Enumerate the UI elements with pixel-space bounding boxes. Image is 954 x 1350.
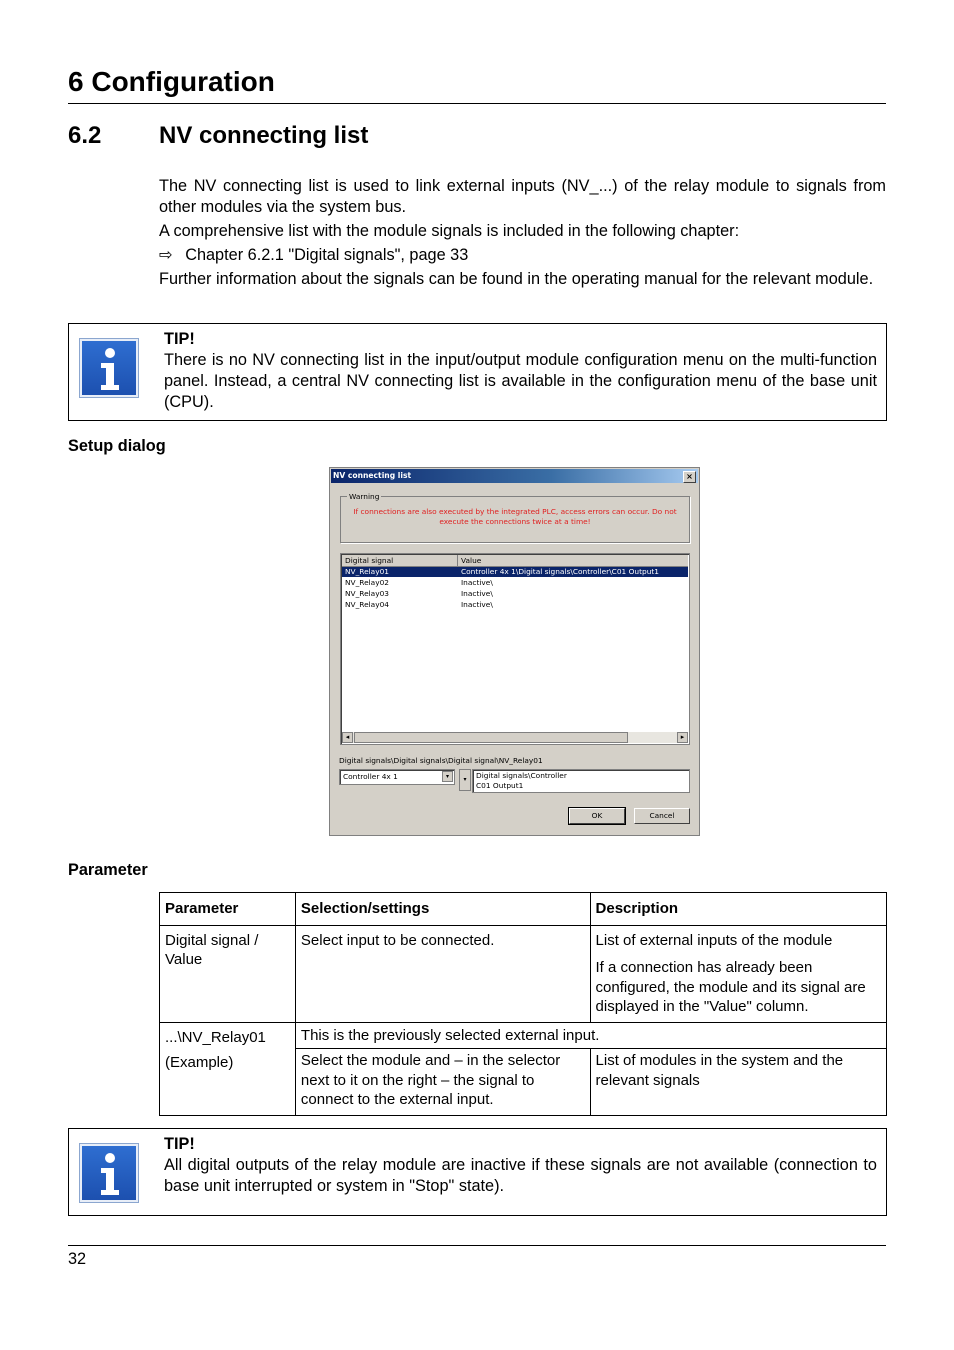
row-value: Inactive\ bbox=[461, 589, 493, 598]
selected-path: Digital signals\Digital signals\Digital signal\NV_Relay01 bbox=[339, 756, 543, 765]
tip-text-1 bbox=[164, 329, 877, 413]
cell-description bbox=[590, 925, 886, 1022]
chapter-reference-link[interactable]: Chapter 6.2.1 "Digital signals", page 33 bbox=[185, 246, 469, 264]
header-parameter: Parameter bbox=[160, 893, 296, 926]
module-select[interactable] bbox=[339, 769, 455, 785]
list-row[interactable] bbox=[342, 578, 688, 588]
setup-dialog-heading: Setup dialog bbox=[68, 437, 166, 455]
dialog-titlebar bbox=[331, 469, 698, 483]
list-row[interactable] bbox=[342, 589, 688, 599]
description-line: If a connection has already been configured, the module and its signal are displayed in the "Value" column. bbox=[595, 959, 866, 1015]
cell-span: This is the previously selected external input. bbox=[295, 1022, 886, 1049]
row-signal: NV_Relay03 bbox=[345, 589, 389, 598]
table-header-row bbox=[160, 893, 887, 926]
list-row[interactable] bbox=[342, 600, 688, 610]
tip-label: TIP! bbox=[164, 1135, 195, 1153]
parameter-heading: Parameter bbox=[68, 861, 148, 879]
cell-parameter bbox=[160, 1022, 296, 1115]
arrow-right-icon: ⇨ bbox=[159, 246, 173, 264]
signal-list[interactable] bbox=[340, 553, 690, 745]
intro-paragraph-3: Further information about the signals can be found in the operating manual for the relevant module. bbox=[159, 270, 874, 288]
section-number: 6.2 bbox=[68, 122, 102, 149]
intro-paragraph-2: A comprehensive list with the module signals is included in the following chapter: bbox=[159, 222, 740, 240]
tip-box-1 bbox=[68, 323, 887, 421]
list-header bbox=[342, 555, 688, 567]
parameter-path: ...\NV_Relay01 bbox=[165, 1028, 266, 1046]
signal-selector-button[interactable]: ▾ bbox=[459, 769, 471, 791]
header-selection: Selection/settings bbox=[295, 893, 590, 926]
intro-paragraph-1: The NV connecting list is used to link external inputs (NV_...) of the relay module to signals from other modules via the system bus. bbox=[159, 177, 886, 216]
module-select-value: Controller 4x 1 bbox=[343, 772, 398, 781]
parameter-table bbox=[159, 892, 887, 1116]
column-header-value[interactable]: Value bbox=[461, 556, 482, 565]
tip-box-2 bbox=[68, 1128, 887, 1216]
chapter-rule bbox=[68, 103, 886, 104]
row-value: Controller 4x 1\Digital signals\Controller\C01 Output1 bbox=[461, 567, 659, 576]
chapter-title: 6 Configuration bbox=[68, 66, 275, 97]
column-header-signal[interactable]: Digital signal bbox=[345, 556, 394, 565]
row-signal: NV_Relay02 bbox=[345, 578, 389, 587]
tip-body: There is no NV connecting list in the input/output module configuration menu on the multi-function panel. Instead, a central NV connecting list is available in the configuration menu of the base unit (CPU). bbox=[164, 351, 877, 411]
info-icon bbox=[79, 1143, 139, 1203]
info-icon bbox=[79, 338, 139, 398]
row-value: Inactive\ bbox=[461, 600, 493, 609]
cell-description: List of modules in the system and the relevant signals bbox=[590, 1049, 886, 1116]
cell-parameter: Digital signal / Value bbox=[160, 925, 296, 1022]
footer-rule bbox=[68, 1245, 886, 1246]
warning-label: Warning bbox=[349, 492, 380, 501]
signal-line-1: Digital signals\Controller bbox=[476, 771, 567, 780]
scroll-thumb[interactable] bbox=[354, 732, 628, 743]
section-title: NV connecting list bbox=[159, 122, 369, 149]
tip-text-2 bbox=[164, 1134, 877, 1197]
dialog-title: NV connecting list bbox=[333, 471, 412, 480]
description-line: List of external inputs of the module bbox=[595, 931, 833, 949]
list-row[interactable] bbox=[342, 567, 688, 577]
ok-button[interactable]: OK bbox=[569, 808, 625, 824]
row-value: Inactive\ bbox=[461, 578, 493, 587]
scroll-left-icon[interactable]: ◂ bbox=[342, 732, 353, 743]
row-signal: NV_Relay04 bbox=[345, 600, 389, 609]
signal-line-2: C01 Output1 bbox=[476, 781, 524, 790]
close-icon[interactable]: × bbox=[683, 471, 696, 483]
cell-selection: Select input to be connected. bbox=[295, 925, 590, 1022]
horizontal-scrollbar[interactable] bbox=[342, 732, 688, 743]
page-number: 32 bbox=[68, 1250, 87, 1268]
tip-body: All digital outputs of the relay module are inactive if these signals are not available (connection to base unit interrupted or system in "Stop" state). bbox=[164, 1156, 877, 1195]
table-row bbox=[160, 1022, 887, 1049]
warning-line-2: execute the connections twice at a time! bbox=[439, 517, 591, 526]
parameter-example: (Example) bbox=[165, 1054, 234, 1071]
warning-text bbox=[345, 507, 685, 527]
column-separator[interactable] bbox=[457, 555, 458, 566]
chapter-reference bbox=[159, 245, 886, 266]
warning-line-1: If connections are also executed by the integrated PLC, access errors can occur. Do not bbox=[353, 507, 677, 516]
table-row bbox=[160, 925, 887, 1022]
nv-connecting-dialog bbox=[329, 467, 700, 836]
row-signal: NV_Relay01 bbox=[345, 567, 389, 576]
chevron-down-icon[interactable]: ▾ bbox=[442, 771, 453, 782]
header-description: Description bbox=[590, 893, 886, 926]
cancel-button[interactable]: Cancel bbox=[634, 808, 690, 824]
tip-label: TIP! bbox=[164, 330, 195, 348]
warning-group bbox=[340, 492, 690, 543]
signal-field[interactable] bbox=[472, 769, 690, 793]
scroll-right-icon[interactable]: ▸ bbox=[677, 732, 688, 743]
cell-selection: Select the module and – in the selector next to it on the right – the signal to connect to the external input. bbox=[295, 1049, 590, 1116]
